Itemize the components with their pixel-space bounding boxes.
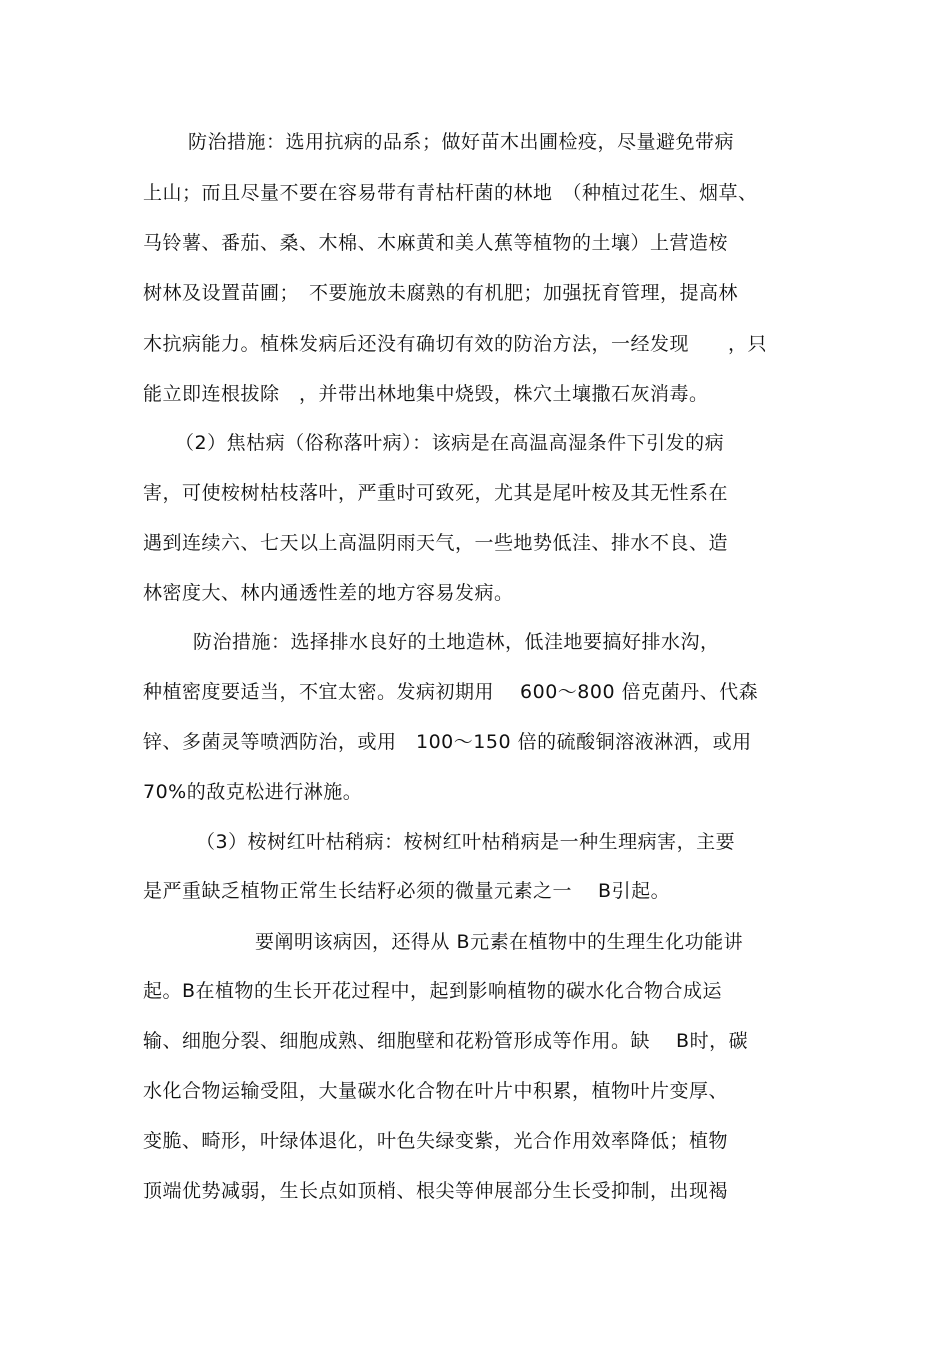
text-line-21: 变脆、畸形，叶绿体退化，叶色失绿变紫，光合作用效率降低；植物 (143, 1130, 729, 1152)
text-line-16: 是严重缺乏植物正常生长结籽必须的微量元素之一 B引起。 (143, 880, 671, 902)
text-line-8: 害，可使桉树枯枝落叶，严重时可致死，尤其是尾叶桉及其无性系在 (143, 482, 729, 504)
text-line-9: 遇到连续六、七天以上高温阴雨天气，一些地势低洼、排水不良、造 (143, 532, 729, 554)
text-line-19: 输、细胞分裂、细胞成熟、细胞壁和花粉管形成等作用。缺 B时，碳 (143, 1030, 749, 1052)
text-line-12: 种植密度要适当，不宜太密。发病初期用 600～800 倍克菌丹、代森 (143, 681, 759, 703)
text-line-14: 70%的敌克松进行淋施。 (143, 781, 363, 803)
text-line-6: 能立即连根拔除 ，并带出林地集中烧毁，株穴土壤撒石灰消毒。 (143, 383, 709, 405)
text-line-20: 水化合物运输受阻，大量碳水化合物在叶片中积累，植物叶片变厚、 (143, 1080, 729, 1102)
text-line-2: 上山；而且尽量不要在容易带有青枯杆菌的林地 （种植过花生、烟草、 (143, 182, 758, 204)
text-line-15: （3）桉树红叶枯稍病：桉树红叶枯稍病是一种生理病害，主要 (196, 831, 736, 853)
text-line-4: 树林及设置苗圃； 不要施放未腐熟的有机肥；加强抚育管理，提高林 (143, 282, 739, 304)
text-line-22: 顶端优势减弱，生长点如顶梢、根尖等伸展部分生长受抑制，出现褐 (143, 1180, 729, 1202)
text-line-3: 马铃薯、番茄、桑、木棉、木麻黄和美人蕉等植物的土壤）上营造桉 (143, 232, 729, 254)
text-line-7: （2）焦枯病（俗称落叶病）：该病是在高温高湿条件下引发的病 (175, 432, 725, 454)
text-line-17: 要阐明该病因，还得从 B元素在植物中的生理生化功能讲 (255, 931, 744, 953)
text-line-1: 防治措施：选用抗病的品系；做好苗木出圃检疫，尽量避免带病 (188, 131, 735, 153)
text-line-13: 锌、多菌灵等喷洒防治，或用 100～150 倍的硫酸铜溶液淋洒，或用 (143, 731, 752, 753)
text-line-10: 林密度大、林内通透性差的地方容易发病。 (143, 582, 514, 604)
text-line-5: 木抗病能力。植株发病后还没有确切有效的防治方法，一经发现 ，只 (143, 333, 768, 355)
text-line-18: 起。B在植物的生长开花过程中，起到影响植物的碳水化合物合成运 (143, 980, 723, 1002)
text-line-11: 防治措施：选择排水良好的土地造林，低洼地要搞好排水沟， (193, 631, 720, 653)
